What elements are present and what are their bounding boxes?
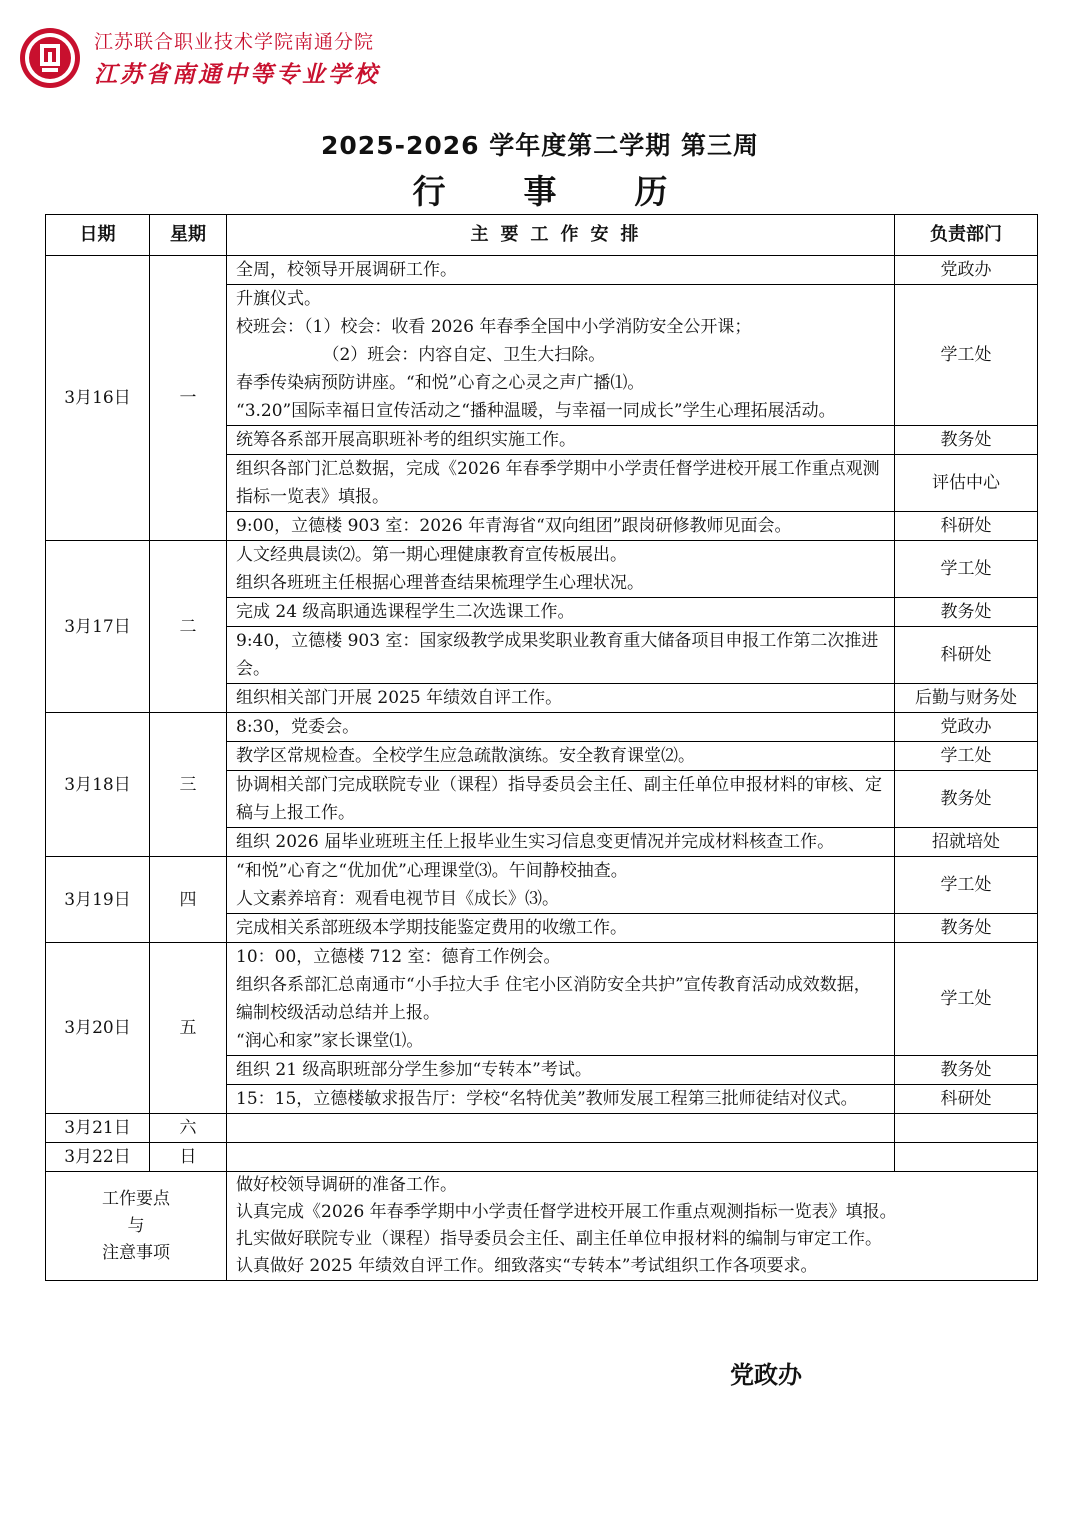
dept-cell: 后勤与财务处 [895, 684, 1038, 713]
table-row [46, 256, 1038, 285]
task-cell: 10：00，立德楼 712 室：德育工作例会。 组织各系部汇总南通市“小手拉大手 住宅小区消防安全共护”宣传教育活动成效数据，编制校级活动总结并上报。 “润心和家”家长课堂⑴。 [227, 943, 895, 1056]
task-cell: 统筹各系部开展高职班补考的组织实施工作。 [227, 426, 895, 455]
date-cell: 3月18日 [46, 713, 150, 857]
task-cell: 8:30，党委会。 [227, 713, 895, 742]
school-name-calligraphy: 江苏省南通中等专业学校 [94, 61, 380, 88]
weekday-cell: 一 [150, 256, 227, 541]
task-cell: 完成相关系部班级本学期技能鉴定费用的收缴工作。 [227, 914, 895, 943]
dept-cell: 教务处 [895, 1056, 1038, 1085]
notes-content: 做好校领导调研的准备工作。 认真完成《2026 年春季学期中小学责任督学进校开展工作重点观测指标一览表》填报。 扎实做好联院专业（课程）指导委员会主任、副主任单位申报材料的编制与审定工作。 认真做好 2025 年绩效自评工作。细致落实“专转本”考试组织工作各项要求。 [227, 1172, 1038, 1281]
schedule-table [45, 214, 1038, 1281]
weekday-cell: 五 [150, 943, 227, 1114]
task-cell [227, 1114, 895, 1143]
date-cell: 3月20日 [46, 943, 150, 1114]
task-cell [227, 1143, 895, 1172]
task-cell: 教学区常规检查。全校学生应急疏散演练。安全教育课堂⑵。 [227, 742, 895, 771]
table-row [46, 1143, 1038, 1172]
dept-cell: 学工处 [895, 541, 1038, 598]
table-row [46, 1114, 1038, 1143]
task-cell: 升旗仪式。 校班会：（1）校会：收看 2026 年春季全国中小学消防安全公开课； （2）班会：内容自定、卫生大扫除。 春季传染病预防讲座。“和悦”心育之心灵之声广播⑴。 “3.20”国际幸福日宣传活动之“播种温暖，与幸福一同成长”学生心理拓展活动。 [227, 285, 895, 426]
weekday-cell: 三 [150, 713, 227, 857]
task-cell: 全周，校领导开展调研工作。 [227, 256, 895, 285]
weekday-cell: 二 [150, 541, 227, 713]
header-main: 主要工作安排 [227, 215, 895, 256]
table-row [46, 541, 1038, 598]
page-subtitle: 行事历 [412, 172, 746, 211]
dept-cell: 教务处 [895, 771, 1038, 828]
weekday-cell: 六 [150, 1114, 227, 1143]
dept-cell: 学工处 [895, 943, 1038, 1056]
task-cell: 协调相关部门完成联院专业（课程）指导委员会主任、副主任单位申报材料的审核、定稿与上报工作。 [227, 771, 895, 828]
task-cell: 组织 21 级高职班部分学生参加“专转本”考试。 [227, 1056, 895, 1085]
table-row [46, 857, 1038, 914]
school-seal-logo [18, 26, 82, 90]
dept-cell: 教务处 [895, 914, 1038, 943]
dept-cell: 学工处 [895, 742, 1038, 771]
signature: 党政办 [730, 1361, 802, 1389]
dept-cell: 评估中心 [895, 455, 1038, 512]
dept-cell [895, 1114, 1038, 1143]
dept-cell: 科研处 [895, 512, 1038, 541]
header-weekday: 星期 [150, 215, 227, 256]
dept-cell: 学工处 [895, 857, 1038, 914]
date-cell: 3月19日 [46, 857, 150, 943]
dept-cell: 科研处 [895, 1085, 1038, 1114]
notes-label: 工作要点 与 注意事项 [46, 1172, 227, 1281]
dept-cell: 科研处 [895, 627, 1038, 684]
header-date: 日期 [46, 215, 150, 256]
dept-cell: 党政办 [895, 713, 1038, 742]
date-cell: 3月16日 [46, 256, 150, 541]
school-name: 江苏联合职业技术学院南通分院 [94, 31, 375, 53]
task-cell: “和悦”心育之“优加优”心理课堂⑶。午间静校抽查。 人文素养培育：观看电视节目《成长》⑶。 [227, 857, 895, 914]
task-cell: 9:40，立德楼 903 室：国家级教学成果奖职业教育重大储备项目申报工作第二次推进会。 [227, 627, 895, 684]
task-cell: 人文经典晨读⑵。第一期心理健康教育宣传板展出。 组织各班班主任根据心理普查结果梳理学生心理状况。 [227, 541, 895, 598]
notes-row [46, 1172, 1038, 1281]
weekday-cell: 日 [150, 1143, 227, 1172]
dept-cell: 教务处 [895, 598, 1038, 627]
task-cell: 组织 2026 届毕业班班主任上报毕业生实习信息变更情况并完成材料核查工作。 [227, 828, 895, 857]
date-cell: 3月21日 [46, 1114, 150, 1143]
dept-cell: 教务处 [895, 426, 1038, 455]
dept-cell [895, 1143, 1038, 1172]
task-cell: 9:00，立德楼 903 室：2026 年青海省“双向组团”跟岗研修教师见面会。 [227, 512, 895, 541]
task-cell: 组织各部门汇总数据，完成《2026 年春季学期中小学责任督学进校开展工作重点观测指标一览表》填报。 [227, 455, 895, 512]
dept-cell: 招就培处 [895, 828, 1038, 857]
dept-cell: 学工处 [895, 285, 1038, 426]
task-cell: 组织相关部门开展 2025 年绩效自评工作。 [227, 684, 895, 713]
task-cell: 完成 24 级高职通选课程学生二次选课工作。 [227, 598, 895, 627]
dept-cell: 党政办 [895, 256, 1038, 285]
page-title: 2025-2026 学年度第二学期 第三周 [321, 131, 759, 160]
weekday-cell: 四 [150, 857, 227, 943]
task-cell: 15：15，立德楼敏求报告厅：学校“名特优美”教师发展工程第三批师徒结对仪式。 [227, 1085, 895, 1114]
header-dept: 负责部门 [895, 215, 1038, 256]
date-cell: 3月22日 [46, 1143, 150, 1172]
table-row [46, 713, 1038, 742]
table-header-row [46, 215, 1038, 256]
date-cell: 3月17日 [46, 541, 150, 713]
letterhead [18, 26, 380, 90]
table-row [46, 943, 1038, 1056]
